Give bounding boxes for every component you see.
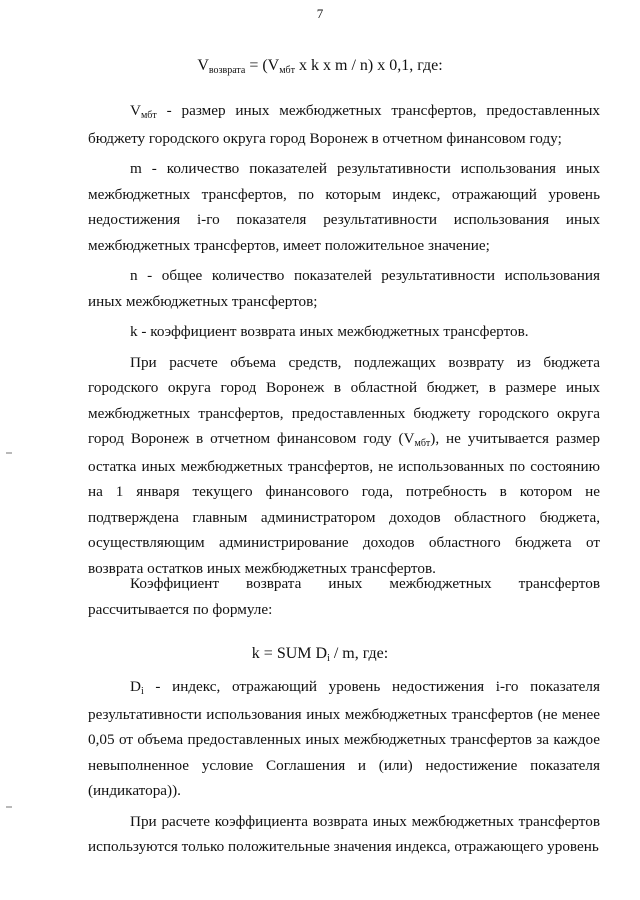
definition-di-text: - индекс, отражающий уровень недостижения i-го показателя результативности использования иных межбюджетных трансфертов (не менее 0,05 от объема предоставленных иных межбюджетных трансфертов за каждое невыполненное условие Соглашения и (или) недостижение показателя (индикатора)). xyxy=(88,678,600,799)
definition-di xyxy=(88,674,600,804)
formula-coefficient-after: / m, где: xyxy=(329,645,389,662)
page-number: 7 xyxy=(316,6,324,21)
definition-n: n - общее количество показателей результативности использования иных межбюджетных трансфертов; xyxy=(88,267,600,310)
definition-k: k - коэффициент возврата иных межбюджетных трансфертов. xyxy=(130,323,529,340)
definition-vmbt-text: - размер иных межбюджетных трансфертов, предоставленных бюджету городского округа город Воронеж в отчетном финансовом году; xyxy=(88,102,600,147)
definition-di-symbol: D xyxy=(130,678,141,695)
coefficient-intro-paragraph: Коэффициент возврата иных межбюджетных трансфертов рассчитывается по формуле: xyxy=(88,575,600,618)
index-definitions-block xyxy=(88,674,600,865)
definition-vmbt xyxy=(88,98,600,151)
calculation-rule-text-before: При расчете объема средств, подлежащих возврату из бюджета городского округа город Воронеж в областной бюджет, в размере иных межбюджетных трансфертов, предоставленных бюджету городского округа город Воронеж в отчетном финансовом году (V xyxy=(88,353,600,447)
formula-return-volume xyxy=(0,56,640,78)
coefficient-intro-block xyxy=(88,571,600,627)
definitions-block xyxy=(88,98,600,586)
scan-edge-mark-lower xyxy=(6,806,12,808)
definition-m: m - количество показателей результативности использования иных межбюджетных трансфертов, по которым индекс, отражающий уровень недостижения i-го показателя результативности использования иных межбюджетных трансфертов, имеет положительное значение; xyxy=(88,160,600,254)
formula-equation-rest: x k x m / n) x 0,1, где: xyxy=(295,57,443,74)
formula-coefficient xyxy=(0,644,640,666)
formula-coefficient-before: k = SUM D xyxy=(251,645,328,662)
scan-edge-mark-upper xyxy=(6,452,12,454)
formula-equation-open: = (V xyxy=(245,57,280,74)
calculation-rule-paragraph xyxy=(88,350,600,582)
formula-v-subscript: возврата xyxy=(208,65,246,76)
definition-vmbt-symbol: V xyxy=(130,102,141,119)
formula-v-symbol: V xyxy=(197,57,209,74)
definition-di-subscript: i xyxy=(140,686,144,697)
calculation-rule-subscript: мбт xyxy=(414,438,431,449)
definition-vmbt-subscript: мбт xyxy=(140,110,157,121)
calculation-rule-text-after: ), не учитывается размер остатка иных межбюджетных трансфертов, не использованных по состоянию на 1 января текущего финансового года, потребность в котором не подтверждена главным администратором доходов областного бюджета, осуществляющим администрирование доходов областного бюджета от возврата остатков иных межбюджетных трансфертов. xyxy=(88,430,600,577)
formula-coefficient-subscript: i xyxy=(327,653,330,664)
positive-index-paragraph: При расчете коэффициента возврата иных межбюджетных трансфертов используются только положительные значения индекса, отражающего уровень xyxy=(88,812,600,855)
formula-mbt-subscript: мбт xyxy=(279,65,296,76)
